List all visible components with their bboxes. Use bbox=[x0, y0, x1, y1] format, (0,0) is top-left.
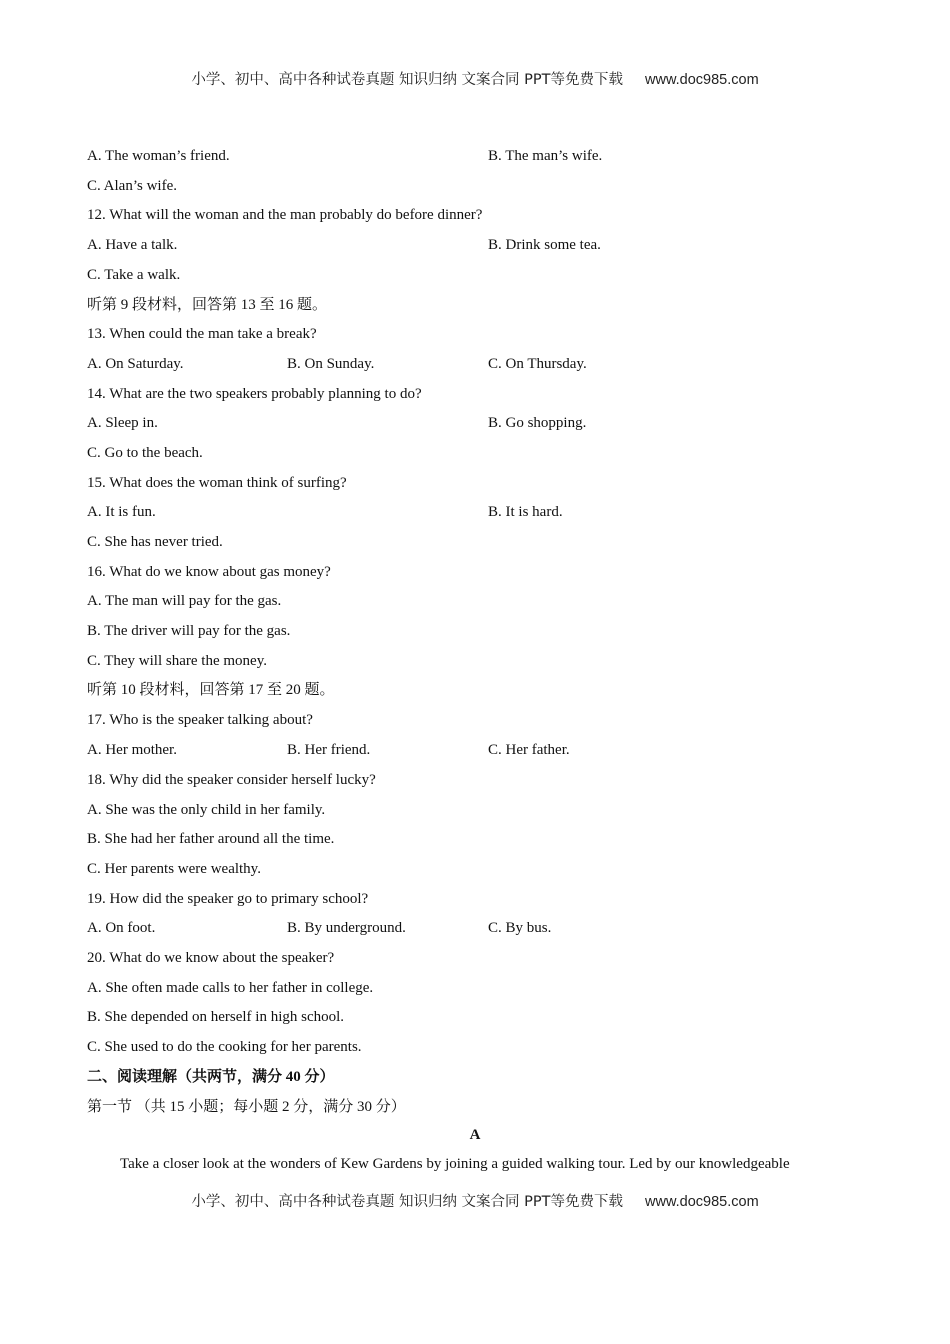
q15-question: 15. What does the woman think of surfing? bbox=[87, 475, 347, 491]
q17-options bbox=[87, 740, 887, 760]
q11-option-c: C. Alan’s wife. bbox=[87, 178, 177, 194]
footer-site-link[interactable]: www.doc985.com bbox=[645, 1194, 759, 1210]
q16-option-a: A. The man will pay for the gas. bbox=[87, 593, 282, 609]
q12-question: 12. What will the woman and the man probably do before dinner? bbox=[87, 207, 483, 223]
header-text: 小学、初中、高中各种试卷真题 知识归纳 文案合同 PPT等免费下载 bbox=[191, 72, 624, 88]
q17-option-c: C. Her father. bbox=[488, 742, 570, 758]
q19-options bbox=[87, 918, 887, 938]
q15-options-row1 bbox=[87, 502, 887, 522]
q15-option-c: C. She has never tried. bbox=[87, 534, 223, 550]
section-10-instruction: 听第 10 段材料，回答第 17 至 20 题。 bbox=[87, 682, 335, 698]
page-footer bbox=[0, 1190, 950, 1211]
q18-option-c: C. Her parents were wealthy. bbox=[87, 861, 261, 877]
footer-text: 小学、初中、高中各种试卷真题 知识归纳 文案合同 PPT等免费下载 bbox=[191, 1194, 624, 1210]
q11-options-row1 bbox=[87, 146, 887, 166]
q18-option-b: B. She had her father around all the time. bbox=[87, 831, 335, 847]
q19-question: 19. How did the speaker go to primary school? bbox=[87, 891, 369, 907]
q14-question: 14. What are the two speakers probably planning to do? bbox=[87, 386, 422, 402]
part2-section1-subtitle: 第一节 （共 15 小题；每小题 2 分，满分 30 分） bbox=[87, 1099, 406, 1115]
q12-option-a: A. Have a talk. bbox=[87, 237, 178, 253]
section-9-instruction: 听第 9 段材料，回答第 13 至 16 题。 bbox=[87, 297, 328, 313]
q13-option-b: B. On Sunday. bbox=[287, 356, 375, 372]
passage-a-label: A bbox=[469, 1127, 481, 1143]
q12-option-b: B. Drink some tea. bbox=[488, 237, 601, 253]
q19-option-c: C. By bus. bbox=[488, 920, 552, 936]
q17-question: 17. Who is the speaker talking about? bbox=[87, 712, 313, 728]
q13-options bbox=[87, 354, 887, 374]
q13-option-c: C. On Thursday. bbox=[488, 356, 587, 372]
passage-a-first-line: Take a closer look at the wonders of Kew Gardens by joining a guided walking tour. Led by our knowledgeable bbox=[120, 1156, 790, 1172]
part2-title: 二、阅读理解（共两节，满分 40 分） bbox=[87, 1069, 335, 1085]
q15-option-a: A. It is fun. bbox=[87, 504, 156, 520]
q14-options-row1 bbox=[87, 413, 887, 433]
q11-option-b: B. The man’s wife. bbox=[488, 148, 603, 164]
q11-option-a: A. The woman’s friend. bbox=[87, 148, 230, 164]
q16-question: 16. What do we know about gas money? bbox=[87, 564, 331, 580]
q13-option-a: A. On Saturday. bbox=[87, 356, 184, 372]
q12-options-row1 bbox=[87, 235, 887, 255]
header-site-link[interactable]: www.doc985.com bbox=[645, 72, 759, 88]
q20-option-c: C. She used to do the cooking for her parents. bbox=[87, 1039, 362, 1055]
q16-option-c: C. They will share the money. bbox=[87, 653, 267, 669]
q17-option-a: A. Her mother. bbox=[87, 742, 177, 758]
q13-question: 13. When could the man take a break? bbox=[87, 326, 317, 342]
q14-option-b: B. Go shopping. bbox=[488, 415, 587, 431]
q20-option-b: B. She depended on herself in high school. bbox=[87, 1009, 345, 1025]
q18-question: 18. Why did the speaker consider herself lucky? bbox=[87, 772, 376, 788]
q18-option-a: A. She was the only child in her family. bbox=[87, 802, 326, 818]
q20-option-a: A. She often made calls to her father in college. bbox=[87, 980, 374, 996]
q19-option-a: A. On foot. bbox=[87, 920, 156, 936]
q16-option-b: B. The driver will pay for the gas. bbox=[87, 623, 291, 639]
q14-option-a: A. Sleep in. bbox=[87, 415, 158, 431]
q12-option-c: C. Take a walk. bbox=[87, 267, 181, 283]
page-header bbox=[0, 68, 950, 89]
q19-option-b: B. By underground. bbox=[287, 920, 406, 936]
q20-question: 20. What do we know about the speaker? bbox=[87, 950, 335, 966]
q15-option-b: B. It is hard. bbox=[488, 504, 563, 520]
q14-option-c: C. Go to the beach. bbox=[87, 445, 203, 461]
q17-option-b: B. Her friend. bbox=[287, 742, 371, 758]
